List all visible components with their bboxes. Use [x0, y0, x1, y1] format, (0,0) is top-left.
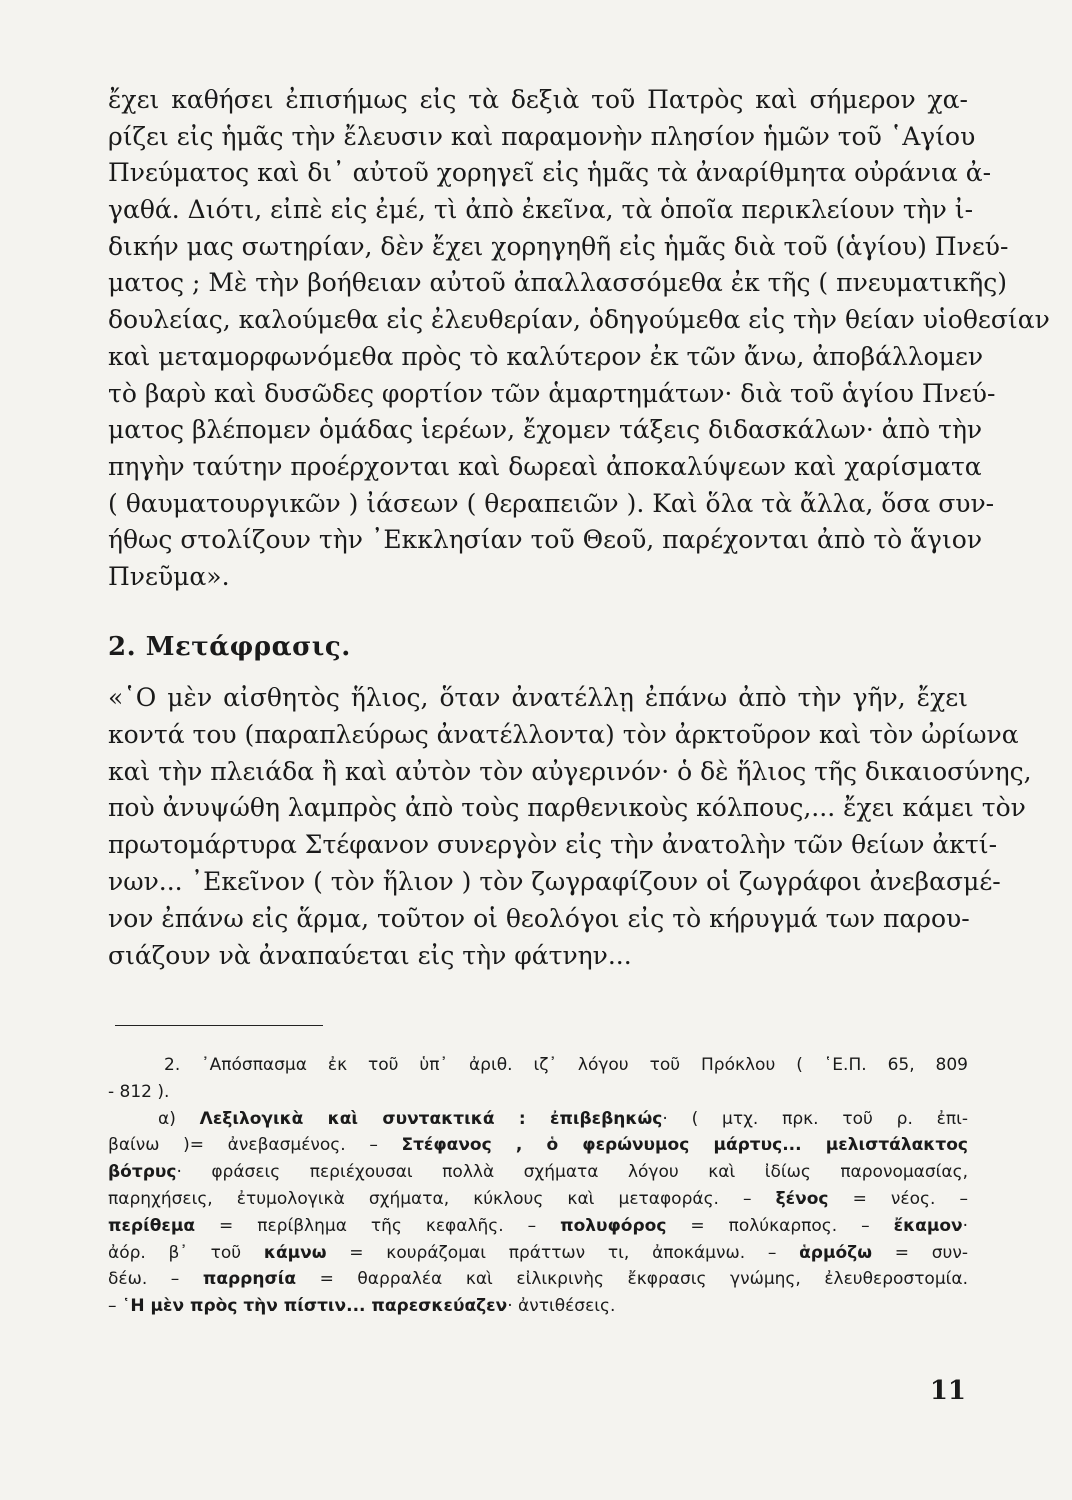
- note-text: παρηχήσεις, ἐτυμολογικὰ σχήματα, κύκλους καὶ μεταφοράς. –: [108, 1188, 776, 1209]
- note-text: = πολύκαρπος. –: [666, 1215, 894, 1236]
- note-text: · ( μτχ. πρκ. τοῦ ρ. ἐπι-: [662, 1108, 968, 1129]
- footnote-line: [108, 1159, 968, 1186]
- note-text: = θαρραλέα καὶ εἰλικρινὴς ἔκφρασις γνώμης, ἐλευθεροστομία.: [296, 1269, 969, 1290]
- note-text: –: [108, 1296, 122, 1317]
- text-line: ἔχει καθήσει ἐπισήμως εἰς τὰ δεξιὰ τοῦ Πατρὸς καὶ σήμερον χα-: [108, 85, 968, 114]
- text-line: «῾Ο μὲν αἰσθητὸς ἥλιος, ὅταν ἀνατέλλῃ ἐπάνω ἀπὸ τὴν γῆν, ἔχει: [108, 683, 968, 712]
- footnote-line: [108, 1293, 968, 1320]
- footnote-line: [108, 1266, 968, 1293]
- note-text: = νέος. –: [828, 1188, 968, 1209]
- text-line: ρίζει εἰς ἡμᾶς τὴν ἔλευσιν καὶ παραμονὴν πλησίον ἡμῶν τοῦ ῾Αγίου: [108, 121, 976, 151]
- footnote-line: [108, 1240, 968, 1267]
- note-term: περίθεμα: [108, 1215, 196, 1236]
- page-number: 11: [929, 1376, 966, 1406]
- text-line: δουλείας, καλούμεθα εἰς ἐλευθερίαν, ὁδηγούμεθα εἰς τὴν θείαν υἱοθεσίαν: [108, 305, 1050, 335]
- note-text: = κουράζομαι πράττων τι, ἀποκάμνω. –: [326, 1242, 800, 1263]
- text-line: πρωτομάρτυρα Στέφανον συνεργὸν εἰς τὴν ἀνατολὴν τῶν θείων ἀκτί-: [108, 830, 998, 860]
- footnote-divider: [115, 1025, 323, 1026]
- footnote-line: [108, 1106, 968, 1133]
- text-line: ποὺ ἀνυψώθη λαμπρὸς ἀπὸ τοὺς παρθενικοὺς κόλπους,... ἔχει κάμει τὸν: [108, 793, 1026, 823]
- text-line: ματος ; Μὲ τὴν βοήθειαν αὐτοῦ ἀπαλλασσόμεθα ἐκ τῆς ( πνευματικῆς): [108, 268, 1008, 298]
- text-line: ήθως στολίζουν τὴν ᾿Εκκλησίαν τοῦ Θεοῦ, παρέχονται ἀπὸ τὸ ἅγιον: [108, 525, 983, 555]
- note-term: ξένος: [775, 1188, 829, 1209]
- note-text: · φράσεις περιέχουσαι πολλὰ σχήματα λόγου καὶ ἰδίως παρονομασίας,: [176, 1162, 968, 1183]
- note-term: Στέφανος , ὁ φερώνυμος μάρτυς... μελιστάλακτος: [401, 1135, 968, 1156]
- text-line: νων... ᾿Εκεῖνον ( τὸν ἥλιον ) τὸν ζωγραφίζουν οἱ ζωγράφοι ἀνεβασμέ-: [108, 866, 1001, 896]
- note-text: α): [158, 1108, 200, 1129]
- note-term: Λεξιλογικὰ καὶ συντακτικά : ἐπιβεβηκώς: [199, 1108, 663, 1129]
- footnote-line: [108, 1132, 968, 1159]
- section-heading: 2. Μετάφρασις.: [108, 632, 351, 662]
- text-line: σιάζουν νὰ ἀναπαύεται εἰς τὴν φάτνην...: [108, 940, 632, 970]
- text-line: Πνεῦμα».: [108, 561, 230, 591]
- footnote-line: [108, 1186, 968, 1213]
- text-line: καὶ μεταμορφωνόμεθα πρὸς τὸ καλύτερον ἐκ τῶν ἄνω, ἀποβάλλομεν: [108, 341, 984, 371]
- note-term: βότρυς: [108, 1162, 177, 1183]
- note-text: · ἀντιθέσεις.: [507, 1296, 616, 1317]
- note-text: ἀόρ. β᾽ τοῦ: [108, 1242, 264, 1263]
- translation-paragraph: [108, 680, 1032, 974]
- note-term: ῾Η μὲν πρὸς τὴν πίστιν... παρεσκεύαζεν: [121, 1296, 508, 1317]
- text-line: καὶ τὴν πλειάδα ἢ καὶ αὐτὸν τὸν αὐγερινόν· ὁ δὲ ἥλιος τῆς δικαιοσύνης,: [108, 756, 1032, 786]
- text-line: δικήν μας σωτηρίαν, δὲν ἔχει χορηγηθῆ εἰς ἡμᾶς διὰ τοῦ (ἁγίου) Πνεύ-: [108, 231, 1009, 261]
- text-line: γαθά. Διότι, εἰπὲ εἰς ἐμέ, τὶ ἀπὸ ἐκεῖνα, τὰ ὁποῖα περικλείουν τὴν ἰ-: [108, 195, 974, 225]
- body-paragraph: [108, 82, 1050, 596]
- text-line: κοντά του (παραπλεύρως ἀνατέλλοντα) τὸν ἀρκτοῦρον καὶ τὸν ὠρίωνα: [108, 719, 1019, 749]
- text-line: ματος βλέπομεν ὁμάδας ἱερέων, ἔχομεν τάξεις διδασκάλων· ἀπὸ τὴν: [108, 415, 983, 445]
- text-line: ( θαυματουργικῶν ) ἰάσεων ( θεραπειῶν ). Καὶ ὅλα τὰ ἄλλα, ὅσα συν-: [108, 488, 995, 518]
- note-term: πολυφόρος: [560, 1215, 667, 1236]
- text-line: Πνεύματος καὶ δι᾽ αὐτοῦ χορηγεῖ εἰς ἡμᾶς τὰ ἀναρίθμητα οὐράνια ἀ-: [108, 158, 992, 188]
- text-line: τὸ βαρὺ καὶ δυσῶδες φορτίον τῶν ἁμαρτημάτων· διὰ τοῦ ἁγίου Πνεύ-: [108, 378, 996, 408]
- footnote-reference: 2. ᾿Απόσπασμα ἐκ τοῦ ὑπ᾽ ἀριθ. ιζ᾽ λόγου τοῦ Πρόκλου ( ῾Ε.Π. 65, 809: [164, 1055, 968, 1075]
- note-text: = περίβλημα τῆς κεφαλῆς. –: [195, 1215, 561, 1236]
- note-text: = συν-: [871, 1242, 968, 1263]
- text-line: πηγὴν ταύτην προέρχονται καὶ δωρεαὶ ἀποκαλύψεων καὶ χαρίσματα: [108, 451, 982, 481]
- footnote-line: [108, 1213, 968, 1240]
- note-text: βαίνω )= ἀνεβασμένος. –: [108, 1135, 402, 1156]
- note-text: δέω. –: [108, 1269, 203, 1290]
- footnotes: [108, 1052, 968, 1320]
- note-term: παρρησία: [202, 1269, 297, 1290]
- note-term: κάμνω: [263, 1242, 327, 1263]
- note-term: ἁρμόζω: [799, 1242, 872, 1263]
- text-line: νον ἐπάνω εἰς ἅρμα, τοῦτον οἱ θεολόγοι εἰς τὸ κήρυγμά των παρου-: [108, 903, 970, 933]
- footnote-reference-cont: - 812 ).: [108, 1081, 170, 1102]
- note-text: ·: [962, 1215, 969, 1236]
- note-term: ἔκαμον: [893, 1215, 963, 1236]
